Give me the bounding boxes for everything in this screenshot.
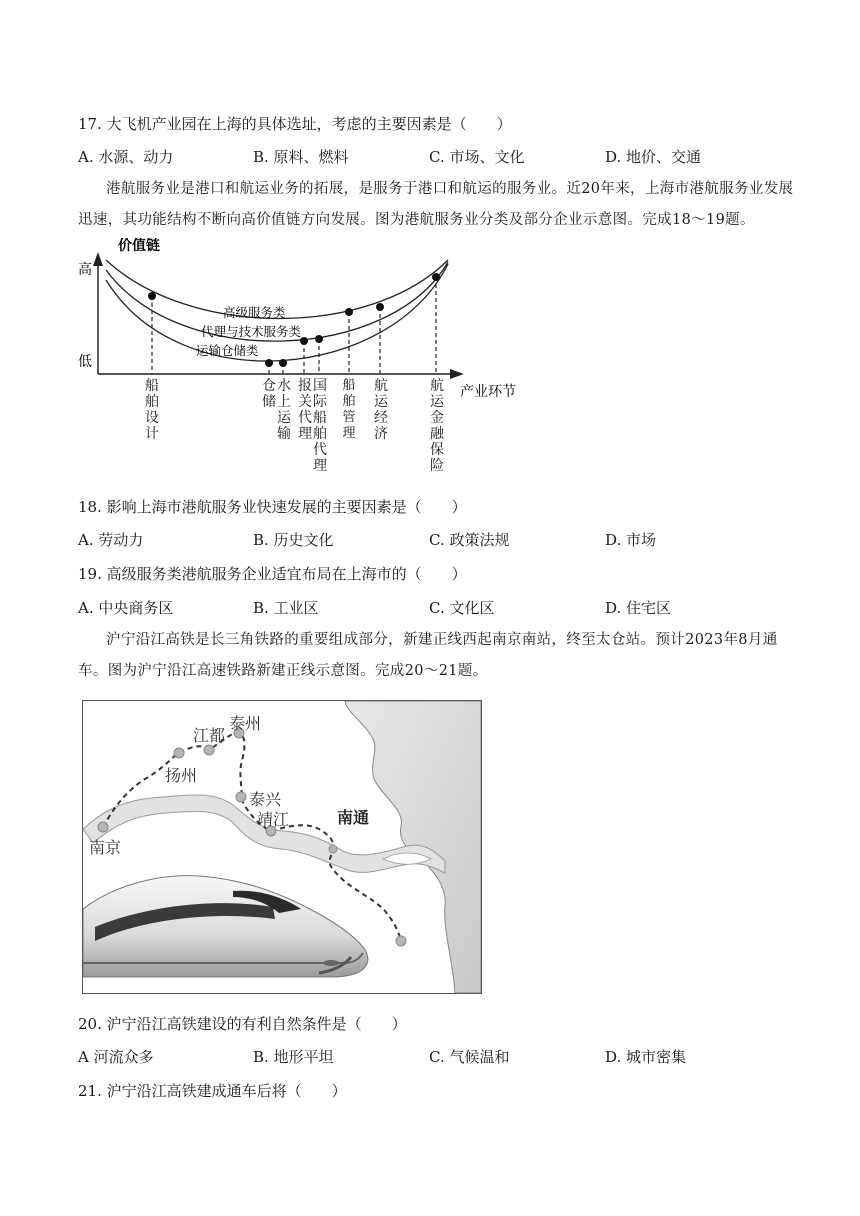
option-d: D. 地价、交通 <box>605 148 702 166</box>
station-taicang <box>396 936 406 946</box>
city-label-jiangdu: 江都 <box>193 726 226 745</box>
x-label-ship-management: 船舶管理 <box>342 378 356 441</box>
y-axis-arrow <box>93 252 103 266</box>
y-low-label: 低 <box>78 354 92 370</box>
question-21-stem: 21. 沪宁沿江高铁建成通车后将（ ） <box>78 1082 347 1100</box>
x-label-customs-agency: 报关代理 <box>298 378 312 442</box>
station-jiangdu <box>204 745 214 755</box>
curve-label-agency: 代理与技术服务类 <box>201 324 302 339</box>
option-c: C. 气候温和 <box>429 1048 510 1066</box>
x-label-water-transport: 水上运输 <box>277 378 291 442</box>
station-nantong <box>329 845 337 853</box>
value-chain-chart <box>70 238 540 488</box>
option-b: B. 工业区 <box>253 599 319 617</box>
station-taixing <box>236 792 246 802</box>
curve-label-advanced: 高级服务类 <box>223 305 286 320</box>
train-illustration <box>83 876 368 977</box>
city-label-yangzhou: 扬州 <box>165 766 198 785</box>
option-b: B. 地形平坦 <box>253 1048 334 1066</box>
option-d: D. 市场 <box>605 531 657 549</box>
city-label-jingjiang: 靖江 <box>257 810 290 829</box>
option-b: B. 原料、燃料 <box>253 148 349 166</box>
point-warehousing <box>265 359 273 367</box>
question-17-stem: 17. 大飞机产业园在上海的具体选址，考虑的主要因素是（ ） <box>78 115 512 133</box>
point-water-transport <box>279 359 287 367</box>
option-a: A. 中央商务区 <box>78 599 174 617</box>
x-axis-label: 产业环节 <box>460 384 516 400</box>
question-20-stem: 20. 沪宁沿江高铁建设的有利自然条件是（ ） <box>78 1015 407 1033</box>
railway-map <box>82 700 482 994</box>
x-axis-arrow <box>450 369 464 379</box>
x-label-warehousing: 仓储 <box>262 378 276 410</box>
point-customs-agency <box>300 337 308 345</box>
point-ship-design <box>148 292 156 300</box>
passage-railway: 沪宁沿江高铁是长三角铁路的重要组成部分，新建正线西起南京南站，终至太仓站。预计2023年8月通车。图为沪宁沿江高速铁路新建正线示意图。完成20～21题。 <box>78 632 778 679</box>
option-c: C. 市场、文化 <box>429 148 525 166</box>
point-ship-agency <box>315 335 323 343</box>
x-label-shipping-economy: 航运经济 <box>374 378 388 442</box>
point-ship-management <box>345 308 353 316</box>
x-label-shipping-finance: 航运金融保险 <box>430 378 444 474</box>
option-b: B. 历史文化 <box>253 531 334 549</box>
option-a: A. 水源、动力 <box>78 148 174 166</box>
y-high-label: 高 <box>78 262 92 278</box>
city-label-nanjing: 南京 <box>89 838 122 857</box>
value-chain-chart-svg <box>70 238 540 488</box>
option-c: C. 政策法规 <box>429 531 510 549</box>
option-d: D. 城市密集 <box>605 1048 687 1066</box>
option-d: D. 住宅区 <box>605 599 672 617</box>
point-shipping-finance <box>432 273 440 281</box>
question-18-stem: 18. 影响上海市港航服务业快速发展的主要因素是（ ） <box>78 498 467 516</box>
y-axis-label: 价值链 <box>118 238 160 254</box>
station-nanjing <box>98 822 108 832</box>
city-label-taixing: 泰兴 <box>249 790 282 809</box>
option-c: C. 文化区 <box>429 599 495 617</box>
passage-port-shipping: 港航服务业是港口和航运业务的拓展，是服务于港口和航运的服务业。近20年来，上海市港航服务业发展迅速，其功能结构不断向高价值链方向发展。图为港航服务业分类及部分企业示意图。完成18～19题。 <box>78 181 794 228</box>
question-19-stem: 19. 高级服务类港航服务企业适宜布局在上海市的（ ） <box>78 565 467 583</box>
station-yangzhou <box>174 748 184 758</box>
option-a: A. 劳动力 <box>78 531 144 549</box>
city-label-nantong: 南通 <box>337 808 370 827</box>
option-a: A 河流众多 <box>78 1048 154 1066</box>
x-label-ship-agency: 国际船舶代理 <box>313 378 327 474</box>
city-label-taizhou: 泰州 <box>229 714 262 733</box>
curve-label-transport: 运输仓储类 <box>196 343 259 358</box>
point-shipping-economy <box>376 303 384 311</box>
railway-map-svg <box>83 701 481 993</box>
x-label-ship-design: 船舶设计 <box>145 378 159 442</box>
